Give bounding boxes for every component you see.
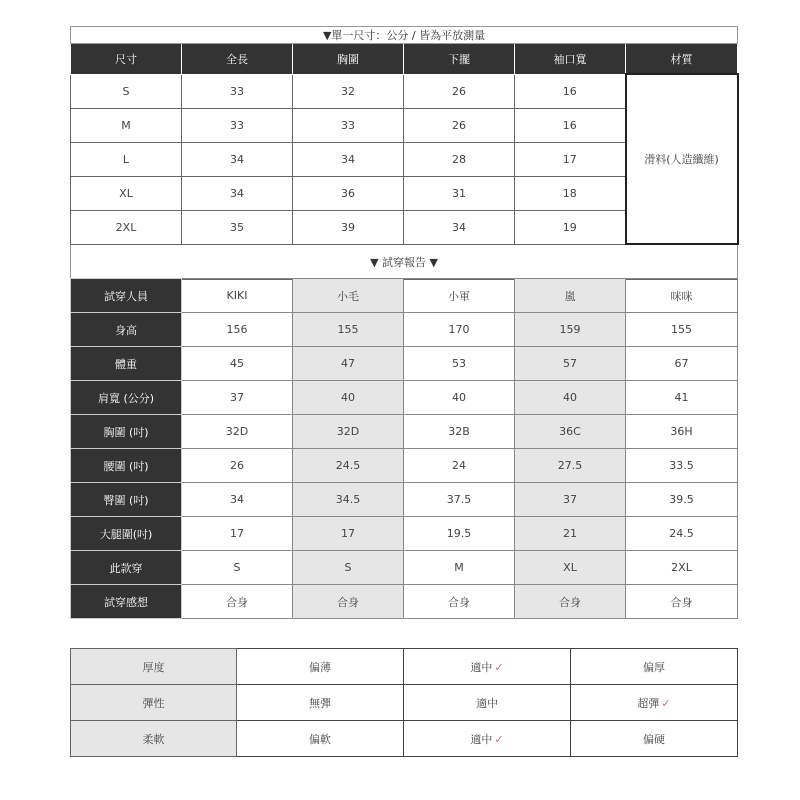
- feel-option-label: 偏薄: [309, 660, 331, 674]
- tryon-row-label: 試穿人員: [71, 279, 182, 313]
- size-cell: M: [71, 108, 182, 142]
- tryon-cell: 159: [515, 313, 626, 347]
- tryon-row-label: 此款穿: [71, 551, 182, 585]
- tryon-cell: 小軍: [404, 279, 515, 313]
- tryon-cell: 36H: [626, 415, 738, 449]
- header-cell: 下擺: [404, 44, 515, 75]
- feel-option: [571, 685, 738, 721]
- tryon-cell: 40: [293, 381, 404, 415]
- tryon-cell: 26: [182, 449, 293, 483]
- size-row: [71, 74, 738, 108]
- tryon-row: [71, 279, 738, 313]
- tryon-cell: 155: [626, 313, 738, 347]
- feel-option: [404, 685, 571, 721]
- fabric-feel-table: [70, 648, 738, 757]
- tryon-row-label: 臀圍 (吋): [71, 483, 182, 517]
- feel-option-label: 超彈: [637, 696, 660, 710]
- tryon-cell: 57: [515, 347, 626, 381]
- tryon-row: [71, 313, 738, 347]
- feel-option: [404, 721, 571, 757]
- material-cell: 滑料(人造纖維): [626, 74, 738, 244]
- tryon-row-label: 腰圍 (吋): [71, 449, 182, 483]
- feel-option-label: 適中: [476, 696, 498, 710]
- tryon-row-label: 肩寬 (公分): [71, 381, 182, 415]
- checkmark-icon: ✓: [494, 660, 504, 674]
- size-cell: 33: [293, 108, 404, 142]
- tryon-cell: M: [404, 551, 515, 585]
- size-cell: 39: [293, 210, 404, 244]
- tryon-cell: S: [182, 551, 293, 585]
- feel-option-label: 偏厚: [643, 660, 665, 674]
- size-chart-table: [70, 26, 739, 280]
- tryon-cell: 39.5: [626, 483, 738, 517]
- size-cell: 19: [515, 210, 626, 244]
- feel-option: [237, 685, 404, 721]
- feel-row: [71, 721, 738, 757]
- size-chart-header-row: [71, 44, 738, 75]
- size-cell: 31: [404, 176, 515, 210]
- size-cell: XL: [71, 176, 182, 210]
- tryon-cell: 21: [515, 517, 626, 551]
- size-cell: 34: [182, 142, 293, 176]
- tryon-cell: 24: [404, 449, 515, 483]
- tryon-row: [71, 347, 738, 381]
- tryon-row: [71, 449, 738, 483]
- tryon-cell: 156: [182, 313, 293, 347]
- feel-option: [404, 649, 571, 685]
- size-chart-title-row: [71, 27, 738, 44]
- tryon-row-label: 大腿圍(吋): [71, 517, 182, 551]
- tryon-cell: 嵐: [515, 279, 626, 313]
- feel-option-label: 偏硬: [643, 732, 665, 746]
- header-cell: 材質: [626, 44, 738, 75]
- tryon-cell: 小毛: [293, 279, 404, 313]
- tryon-cell: 34.5: [293, 483, 404, 517]
- feel-row-label: 厚度: [71, 649, 237, 685]
- tryon-row: [71, 483, 738, 517]
- feel-option-label: 適中: [470, 660, 493, 674]
- tryon-report-body: [71, 279, 738, 619]
- header-cell: 尺寸: [71, 44, 182, 75]
- tryon-row: [71, 415, 738, 449]
- tryon-cell: 47: [293, 347, 404, 381]
- size-cell: L: [71, 142, 182, 176]
- size-cell: 34: [293, 142, 404, 176]
- tryon-row: [71, 551, 738, 585]
- tryon-cell: 合身: [404, 585, 515, 619]
- tryon-cell: 32D: [182, 415, 293, 449]
- feel-option-label: 無彈: [309, 696, 331, 710]
- size-cell: 32: [293, 74, 404, 108]
- size-cell: 33: [182, 74, 293, 108]
- size-cell: 33: [182, 108, 293, 142]
- tryon-row-label: 身高: [71, 313, 182, 347]
- tryon-cell: 合身: [182, 585, 293, 619]
- size-chart-title: ▼單一尺寸：公分 / 皆為平放測量: [71, 27, 738, 44]
- size-cell: 2XL: [71, 210, 182, 244]
- tryon-cell: XL: [515, 551, 626, 585]
- feel-row-label: 彈性: [71, 685, 237, 721]
- tryon-row-label: 試穿感想: [71, 585, 182, 619]
- size-cell: 16: [515, 74, 626, 108]
- size-cell: S: [71, 74, 182, 108]
- tryon-cell: 33.5: [626, 449, 738, 483]
- tryon-cell: 咪咪: [626, 279, 738, 313]
- tryon-cell: 32D: [293, 415, 404, 449]
- feel-option: [571, 649, 738, 685]
- tryon-title-row: [71, 244, 738, 280]
- tryon-cell: KIKI: [182, 279, 293, 313]
- size-cell: 26: [404, 74, 515, 108]
- tryon-cell: S: [293, 551, 404, 585]
- checkmark-icon: ✓: [661, 696, 671, 710]
- size-cell: 26: [404, 108, 515, 142]
- fabric-feel-body: [71, 649, 738, 757]
- size-cell: 35: [182, 210, 293, 244]
- tryon-row: [71, 381, 738, 415]
- size-cell: 17: [515, 142, 626, 176]
- feel-option: [571, 721, 738, 757]
- feel-row: [71, 649, 738, 685]
- feel-option: [237, 649, 404, 685]
- tryon-cell: 41: [626, 381, 738, 415]
- tryon-cell: 36C: [515, 415, 626, 449]
- feel-row: [71, 685, 738, 721]
- tryon-cell: 170: [404, 313, 515, 347]
- tryon-cell: 2XL: [626, 551, 738, 585]
- tryon-row: [71, 585, 738, 619]
- size-cell: 18: [515, 176, 626, 210]
- tryon-cell: 合身: [293, 585, 404, 619]
- tryon-cell: 37: [182, 381, 293, 415]
- tryon-cell: 17: [182, 517, 293, 551]
- size-cell: 28: [404, 142, 515, 176]
- feel-option-label: 偏軟: [309, 732, 331, 746]
- size-cell: 34: [182, 176, 293, 210]
- tryon-cell: 34: [182, 483, 293, 517]
- tryon-cell: 17: [293, 517, 404, 551]
- tryon-row-label: 體重: [71, 347, 182, 381]
- size-cell: 36: [293, 176, 404, 210]
- tryon-cell: 合身: [515, 585, 626, 619]
- tryon-report-title: ▼ 試穿報告 ▼: [71, 244, 738, 280]
- tryon-cell: 40: [404, 381, 515, 415]
- header-cell: 胸圍: [293, 44, 404, 75]
- tryon-row: [71, 517, 738, 551]
- tryon-cell: 19.5: [404, 517, 515, 551]
- tryon-cell: 67: [626, 347, 738, 381]
- checkmark-icon: ✓: [494, 732, 504, 746]
- tryon-cell: 37: [515, 483, 626, 517]
- tryon-report-table: [70, 278, 738, 619]
- feel-option-label: 適中: [470, 732, 493, 746]
- tryon-cell: 24.5: [293, 449, 404, 483]
- header-cell: 袖口寬: [515, 44, 626, 75]
- tryon-cell: 37.5: [404, 483, 515, 517]
- size-cell: 34: [404, 210, 515, 244]
- tryon-cell: 24.5: [626, 517, 738, 551]
- tryon-cell: 53: [404, 347, 515, 381]
- feel-option: [237, 721, 404, 757]
- tryon-row-label: 胸圍 (吋): [71, 415, 182, 449]
- tryon-cell: 40: [515, 381, 626, 415]
- tryon-cell: 32B: [404, 415, 515, 449]
- tryon-cell: 合身: [626, 585, 738, 619]
- size-cell: 16: [515, 108, 626, 142]
- feel-row-label: 柔軟: [71, 721, 237, 757]
- tryon-cell: 45: [182, 347, 293, 381]
- header-cell: 全長: [182, 44, 293, 75]
- tryon-cell: 27.5: [515, 449, 626, 483]
- tryon-cell: 155: [293, 313, 404, 347]
